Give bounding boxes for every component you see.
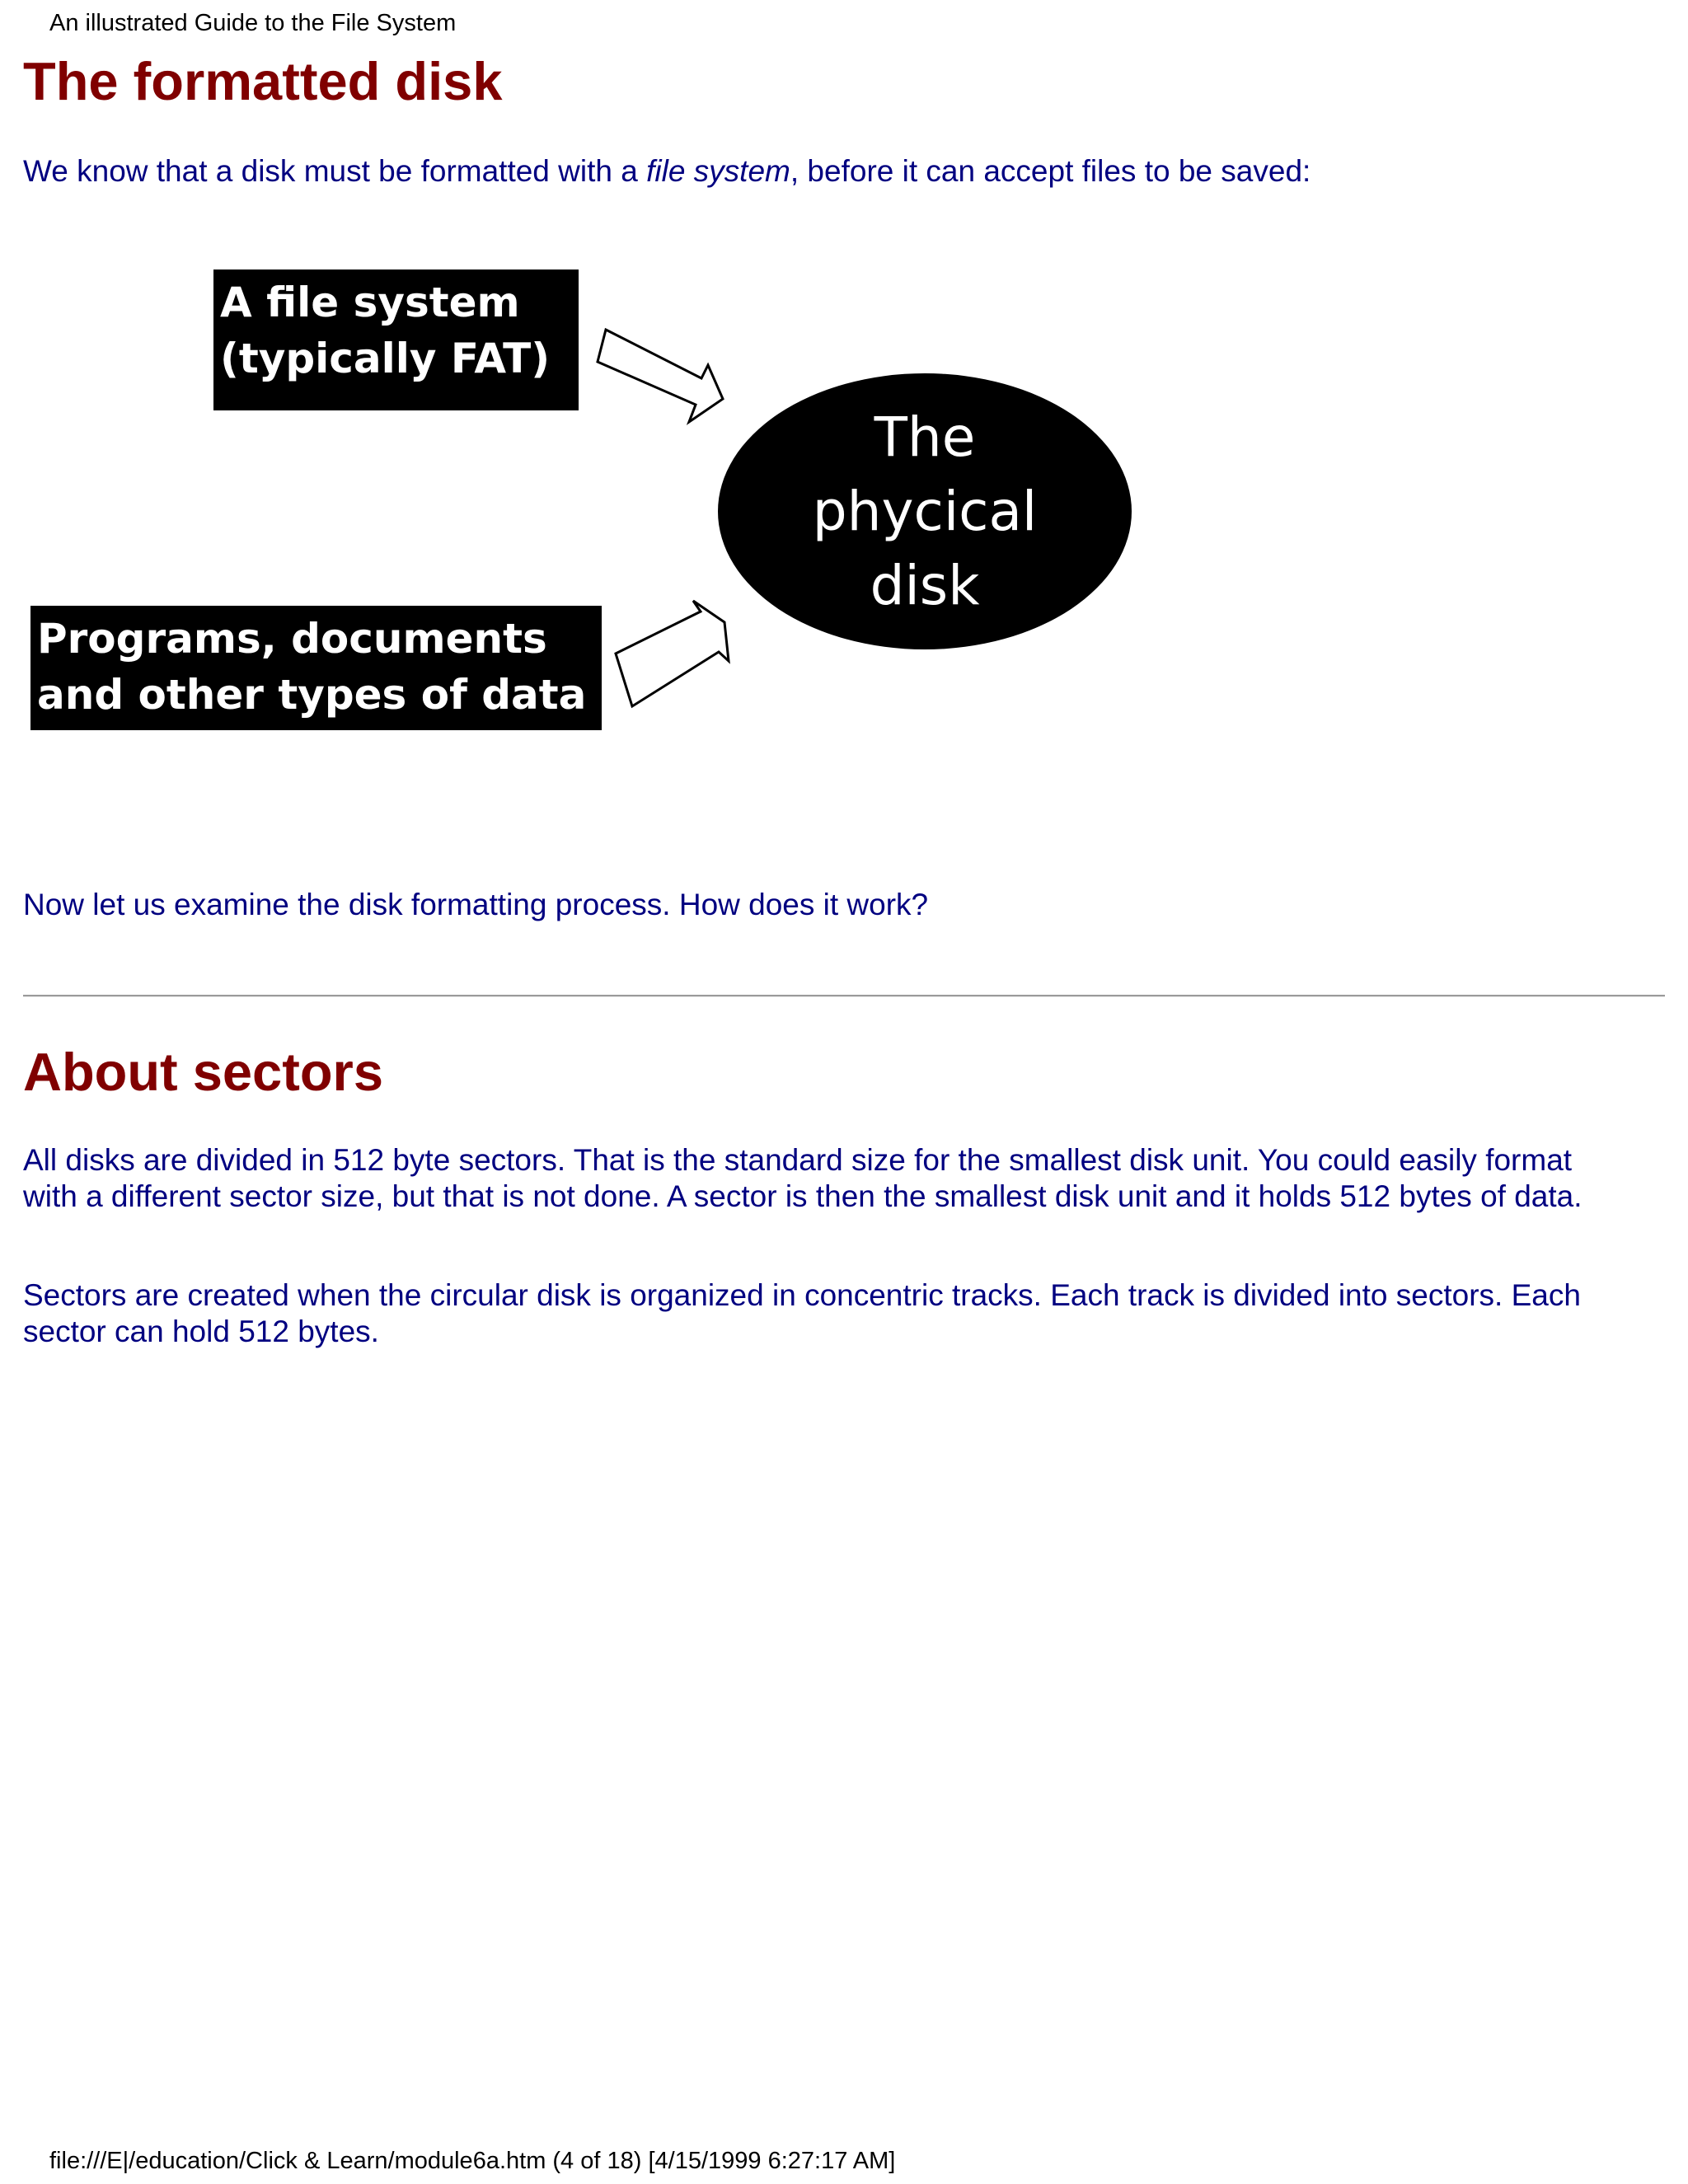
data-box-line-2: and other types of data <box>37 671 587 719</box>
document-location-footer: file:///E|/education/Click & Learn/module6a.htm (4 of 18) [4/15/1999 6:27:17 AM] <box>49 2148 896 2174</box>
disk-label-line-3: disk <box>870 553 980 617</box>
intro-emphasis: file system <box>646 154 790 188</box>
physical-disk-ellipse <box>718 373 1132 649</box>
section-divider <box>23 995 1665 997</box>
file-system-box-line-2: (typically FAT) <box>220 335 551 382</box>
file-system-box <box>213 269 579 410</box>
formatted-disk-figure <box>23 247 1160 758</box>
disk-label-line-1: The <box>874 405 976 469</box>
about-sectors-heading: About sectors <box>23 1042 384 1102</box>
arrow-down-right-icon <box>592 313 740 429</box>
intro-text-after: , before it can accept files to be saved: <box>790 154 1311 188</box>
document-title-header: An illustrated Guide to the File System <box>49 10 457 36</box>
formatted-disk-intro <box>23 153 1622 190</box>
intro-text-before: We know that a disk must be formatted with a <box>23 154 647 188</box>
sectors-paragraph-2: Sectors are created when the circular disk is organized in concentric tracks. Each track is divided into sectors. Each sector can hold 512 bytes. <box>23 1278 1581 1348</box>
file-system-box-line-1: A file system <box>220 279 520 326</box>
formatting-process-question: Now let us examine the disk formatting process. How does it work? <box>23 888 929 921</box>
arrow-up-right-icon <box>608 593 757 717</box>
sectors-paragraph-1: All disks are divided in 512 byte sectors. That is the standard size for the smallest disk unit. You could easily format with a different sector size, but that is not done. A sector is then the smallest disk unit and it holds 512 bytes of data. <box>23 1143 1582 1213</box>
disk-label-line-2: phycical <box>812 479 1038 543</box>
formatted-disk-heading: The formatted disk <box>23 51 503 111</box>
data-box <box>30 606 602 730</box>
data-box-line-1: Programs, documents <box>37 615 547 663</box>
